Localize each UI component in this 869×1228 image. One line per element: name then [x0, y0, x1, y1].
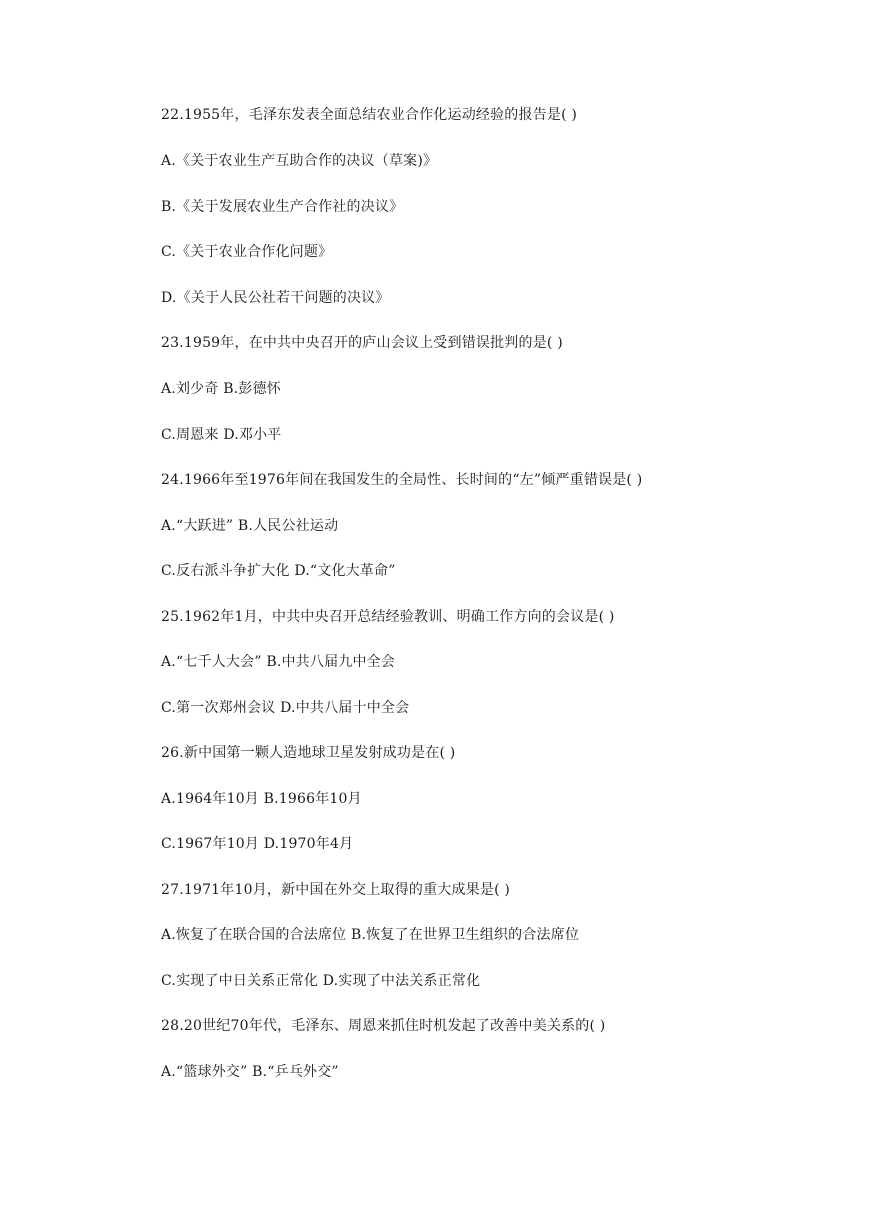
question-26-options-ab: A.1964年10月 B.1966年10月 — [161, 791, 362, 807]
question-23-stem: 23.1959年，在中共中央召开的庐山会议上受到错误批判的是( ) — [161, 335, 563, 351]
question-25-options-cd: C.第一次郑州会议 D.中共八届十中全会 — [161, 700, 410, 716]
question-25-stem: 25.1962年1月，中共中央召开总结经验教训、明确工作方向的会议是( ) — [161, 609, 615, 625]
question-26-options-cd: C.1967年10月 D.1970年4月 — [161, 836, 354, 852]
question-22-option-c: C.《关于农业合作化问题》 — [161, 244, 333, 260]
question-24-options-ab: A.“大跃进” B.人民公社运动 — [161, 518, 339, 534]
question-28-stem: 28.20世纪70年代，毛泽东、周恩来抓住时机发起了改善中美关系的( ) — [161, 1018, 606, 1034]
question-22-option-d: D.《关于人民公社若干问题的决议》 — [161, 290, 390, 306]
question-22-option-b: B.《关于发展农业生产合作社的决议》 — [161, 199, 404, 215]
question-26-stem: 26.新中国第一颗人造地球卫星发射成功是在( ) — [161, 745, 456, 761]
question-27-stem: 27.1971年10月，新中国在外交上取得的重大成果是( ) — [161, 882, 511, 898]
question-28-options-ab: A.“篮球外交” B.“乒乓外交” — [161, 1064, 339, 1080]
question-23-options-cd: C.周恩来 D.邓小平 — [161, 427, 282, 443]
question-22-option-a: A.《关于农业生产互助合作的决议（草案)》 — [161, 153, 438, 169]
question-23-options-ab: A.刘少奇 B.彭德怀 — [161, 381, 281, 397]
question-25-options-ab: A.“七千人大会” B.中共八届九中全会 — [161, 654, 396, 670]
question-27-options-ab: A.恢复了在联合国的合法席位 B.恢复了在世界卫生组织的合法席位 — [161, 927, 580, 943]
question-24-stem: 24.1966年至1976年间在我国发生的全局性、长时间的“左”倾严重错误是( ) — [161, 472, 643, 488]
question-27-options-cd: C.实现了中日关系正常化 D.实现了中法关系正常化 — [161, 973, 481, 989]
question-22-stem: 22.1955年，毛泽东发表全面总结农业合作化运动经验的报告是( ) — [161, 107, 578, 123]
question-24-options-cd: C.反右派斗争扩大化 D.“文化大革命” — [161, 563, 396, 579]
